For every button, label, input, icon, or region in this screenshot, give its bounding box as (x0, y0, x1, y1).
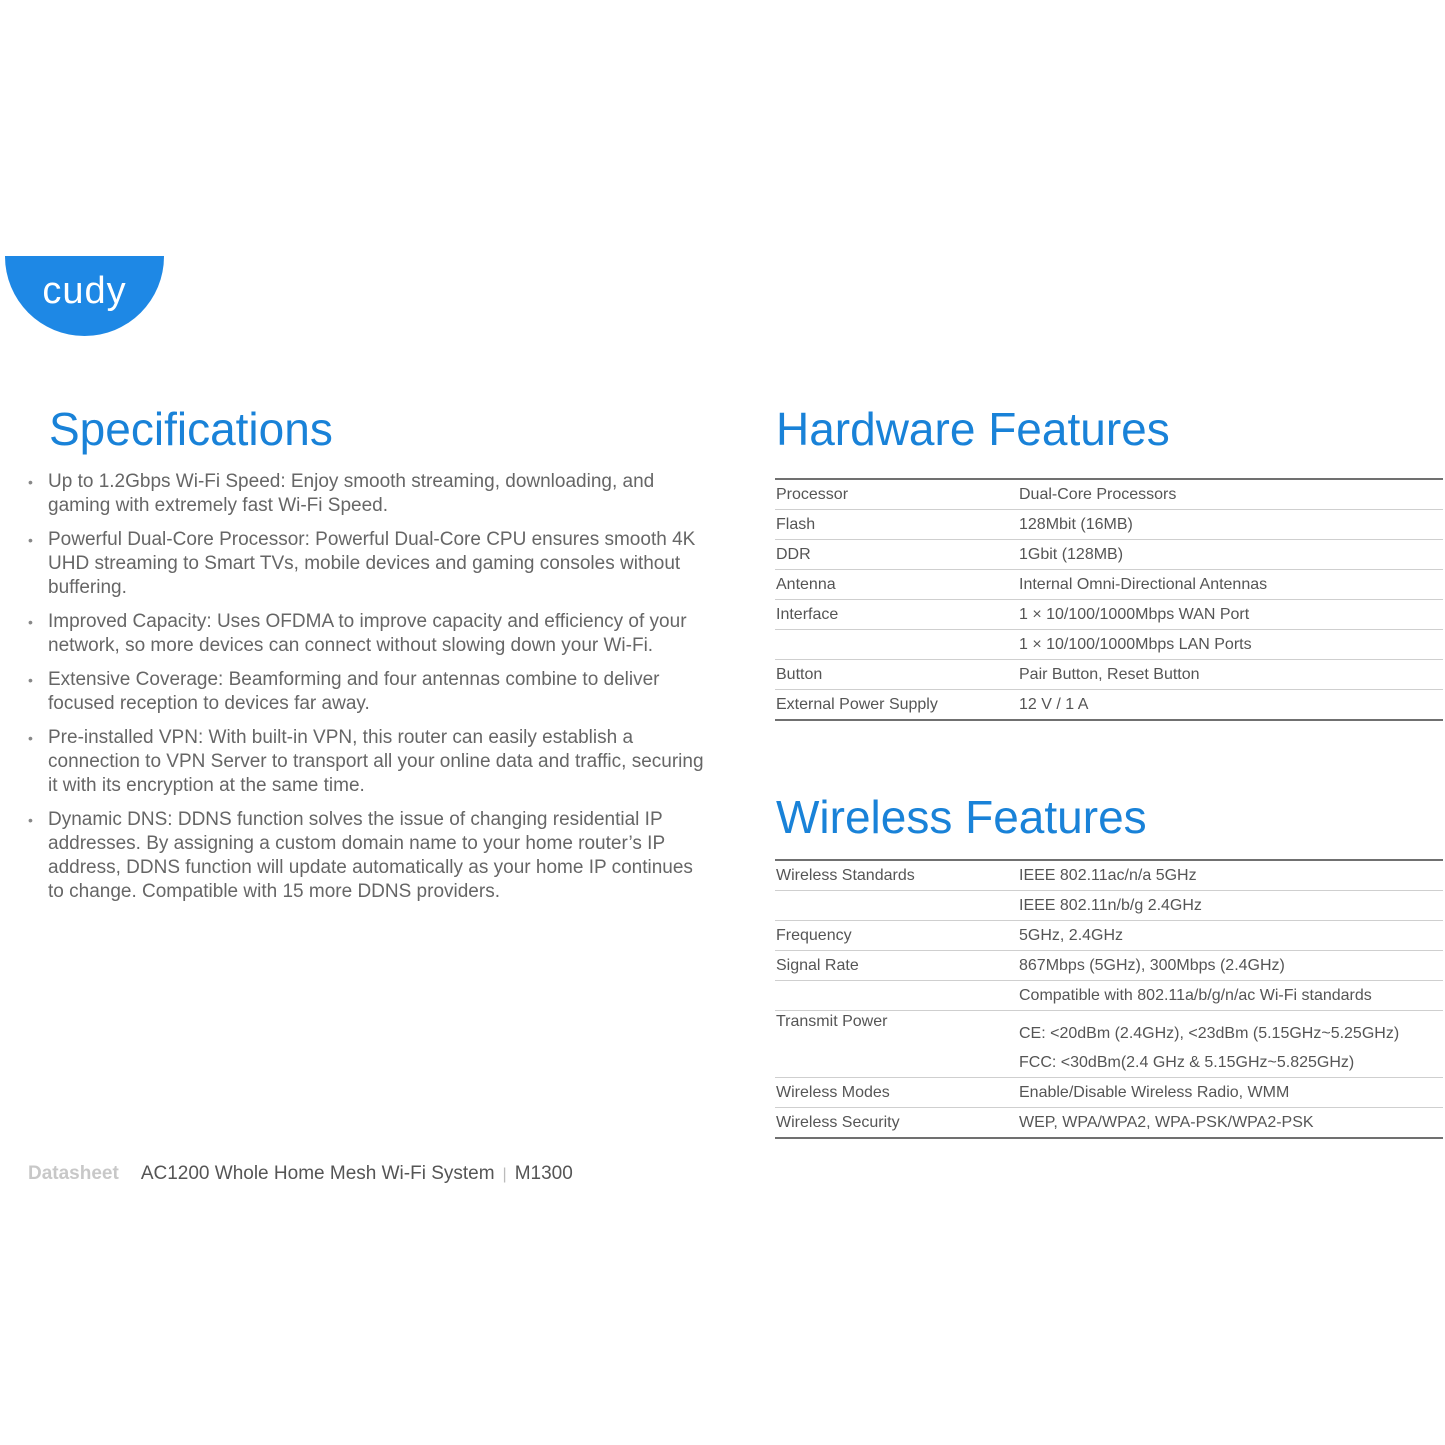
spec-item: • Powerful Dual-Core Processor: Powerful Dual-Core CPU ensures smooth 4K UHD streaming to Smart TVs, mobile devices and gaming consoles without buffering. (28, 528, 708, 600)
spec-key: DDR (775, 540, 1018, 570)
specifications-title: Specifications (49, 403, 333, 455)
spec-item: • Extensive Coverage: Beamforming and four antennas combine to deliver focused reception to devices far away. (28, 668, 708, 716)
spec-value: 1 × 10/100/1000Mbps WAN Port (1018, 600, 1443, 630)
spec-key: Interface (775, 600, 1018, 630)
logo-text: cudy (42, 270, 127, 312)
table-row (775, 690, 1443, 721)
spec-key: Wireless Standards (776, 866, 915, 884)
spec-key (775, 981, 1018, 1011)
spec-value: IEEE 802.11ac/n/a 5GHz (1019, 866, 1197, 884)
spec-key (775, 630, 1018, 660)
table-row (775, 1011, 1443, 1049)
table-row (775, 479, 1443, 510)
spec-value: 128Mbit (16MB) (1018, 510, 1443, 540)
spec-value: Enable/Disable Wireless Radio, WMM (1018, 1078, 1443, 1108)
table-row (775, 1108, 1443, 1139)
table-row (775, 1048, 1443, 1078)
spec-value: WEP, WPA/WPA2, WPA-PSK/WPA2-PSK (1018, 1108, 1443, 1139)
cudy-logo (5, 256, 164, 336)
spec-value: IEEE 802.11n/b/g 2.4GHz (1018, 891, 1443, 921)
spec-item: • Improved Capacity: Uses OFDMA to improve capacity and efficiency of your network, so more devices can connect without slowing down your Wi-Fi. (28, 610, 708, 658)
spec-value: 867Mbps (5GHz), 300Mbps (2.4GHz) (1018, 951, 1443, 981)
spec-value: Internal Omni-Directional Antennas (1018, 570, 1443, 600)
spec-value: FCC: <30dBm(2.4 GHz & 5.15GHz~5.825GHz) (1019, 1053, 1355, 1071)
spec-value: 5GHz, 2.4GHz (1018, 921, 1443, 951)
wireless-features-table (775, 859, 1443, 1139)
footer (28, 1163, 573, 1185)
footer-separator: | (502, 1166, 507, 1183)
spec-key: External Power Supply (775, 690, 1018, 721)
spec-key: Signal Rate (775, 951, 1018, 981)
spec-key (775, 891, 1018, 921)
hardware-features-title: Hardware Features (776, 403, 1170, 455)
footer-product: AC1200 Whole Home Mesh Wi-Fi System (140, 1163, 495, 1184)
wireless-features-title: Wireless Features (776, 791, 1147, 843)
footer-model: M1300 (514, 1163, 573, 1184)
spec-key: Flash (775, 510, 1018, 540)
table-row (775, 860, 1443, 891)
spec-value: Dual-Core Processors (1019, 485, 1177, 503)
table-row (775, 921, 1443, 951)
spec-key: Wireless Security (775, 1108, 1018, 1139)
table-row (775, 630, 1443, 660)
table-row (775, 951, 1443, 981)
spec-key (775, 1048, 1018, 1078)
spec-key: Frequency (775, 921, 1018, 951)
spec-item: • Pre-installed VPN: With built-in VPN, this router can easily establish a connection to VPN Server to transport all your online data and traffic, securing it with its encryption at the same time. (28, 726, 708, 798)
spec-value: 1 × 10/100/1000Mbps LAN Ports (1018, 630, 1443, 660)
spec-item: • Up to 1.2Gbps Wi-Fi Speed: Enjoy smooth streaming, downloading, and gaming with extremely fast Wi-Fi Speed. (28, 470, 708, 518)
table-row (775, 891, 1443, 921)
spec-item: • Dynamic DNS: DDNS function solves the issue of changing residential IP addresses. By assigning a custom domain name to your home router’s IP address, DDNS function will update automatically as your home IP continues to change. Compatible with 15 more DDNS providers. (28, 808, 708, 904)
spec-key: Antenna (775, 570, 1018, 600)
spec-value: Compatible with 802.11a/b/g/n/ac Wi-Fi standards (1018, 981, 1443, 1011)
table-row (775, 981, 1443, 1011)
table-row (775, 1078, 1443, 1108)
spec-key: Wireless Modes (775, 1078, 1018, 1108)
specifications-list (28, 470, 708, 914)
spec-key: Transmit Power (775, 1011, 1018, 1049)
spec-value: Pair Button, Reset Button (1018, 660, 1443, 690)
spec-value: 1Gbit (128MB) (1018, 540, 1443, 570)
table-row (775, 540, 1443, 570)
table-row (775, 660, 1443, 690)
spec-value: CE: <20dBm (2.4GHz), <23dBm (5.15GHz~5.25GHz) (1018, 1011, 1443, 1049)
table-row (775, 600, 1443, 630)
spec-key: Processor (776, 485, 849, 503)
table-row (775, 510, 1443, 540)
footer-label: Datasheet (28, 1163, 119, 1184)
table-row (775, 570, 1443, 600)
spec-value: 12 V / 1 A (1018, 690, 1443, 721)
spec-key: Button (775, 660, 1018, 690)
hardware-features-table (775, 478, 1443, 721)
